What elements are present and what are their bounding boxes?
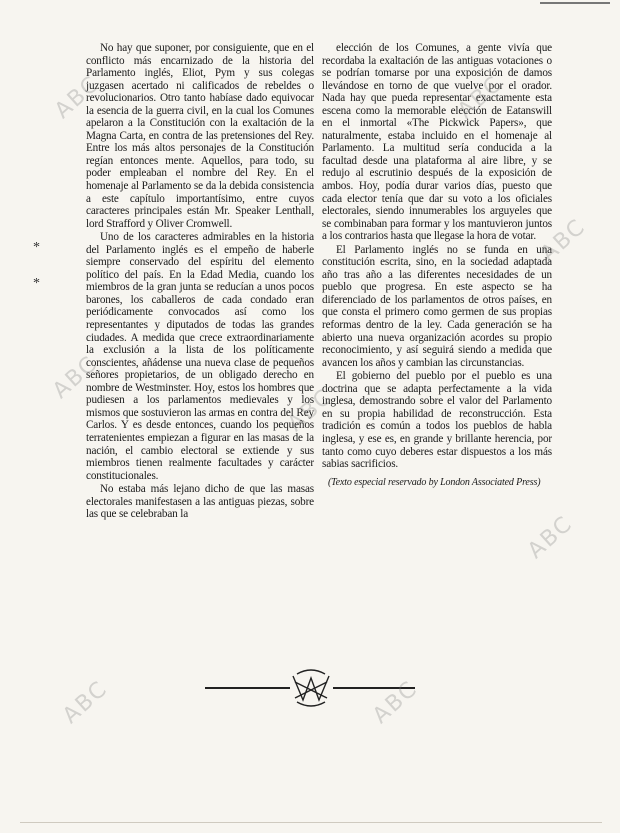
watermark: ABC	[523, 511, 578, 564]
article-paragraph: Uno de los caracteres admirables en la historia del Parlamento inglés es el empeño de haberle siempre conservado del espíritu del elemento político del país. En la Edad Media, cuando los miembros de la gran junta se reducían a unos pocos barones, los caballeros de cada condado eran periódicamente convocados así como los representantes y diputados de todas las grandes ciudades. A medida que crece extraordinariamente la exclusión a la lista de los políticamente conscientes, añádense una nueva clase de pequeños señores propietarios, de un obligado derecho en nombre de Westminster. Hoy, estos los hombres que pudiesen a los parlamentos medievales y los mismos que sostuvieron las armas en contra del Rey Carlos. Y es desde entonces, cuando los pequeños terratenientes empiezan a figurar en las masas de la nación, el cambio electoral se extiende y sus miembros tienen realmente facultades y carácter constitucionales.	[86, 231, 314, 482]
margin-asterisk-icon: *	[33, 276, 40, 291]
article-column-left	[86, 42, 314, 521]
top-corner-mark	[540, 2, 610, 4]
article-column-right	[322, 42, 552, 489]
article-credit: (Texto especial reservado by London Associated Press)	[328, 476, 541, 488]
bottom-rule	[20, 822, 602, 823]
watermark: ABC	[50, 71, 105, 124]
watermark: ABC	[48, 351, 103, 404]
article-paragraph: No estaba más lejano dicho de que las masas electorales manifestasen a las antiguas piezas, sobre las que se celebraban la	[86, 483, 314, 521]
watermark: ABC	[58, 676, 113, 729]
watermark: ABC	[536, 214, 591, 267]
article-paragraph: No hay que suponer, por consiguiente, que en el conflicto más encarnizado de la historia del Parlamento inglés, Eliot, Pym y sus colegas juzgasen acertado ni calificados de rebeldes o revolucionarios. Otro tanto habíase dado equivocar la esencia de la guerra civil, en la cual los Comunes apelaron a la Constitución con la exaltación de la Magna Carta, en contra de las pretensiones del Rey. Entre los más altos personajes de la Constitución regían entonces mente. Aquellos, para todo, su poder empleaban el nombre del Rey. En el homenaje al Parlamento se da la debida consistencia a este capítulo importantísimo, entre cuyos caracteres principales están Mr. Speaker Lenthall, lord Strafford y Oliver Cromwell.	[86, 42, 314, 230]
watermark: ABC	[453, 71, 508, 124]
article-paragraph: elección de los Comunes, a gente vivía que recordaba la exaltación de las antiguas votaciones o se podrían tomarse por una exposición de damos llevándose en torno de que vuelve por el orador. Nada hay que pueda representar exactamente esta escena como la memorable elección de Eatanswill en el inmortal «The Pickwick Papers», que naturalmente, estaba incluido en el homenaje al Parlamento. La multitud sería conducida a la facultad desde una plataforma al aire libre, y se redujo al escrutinio después de la exposición de ambos. Hoy, podía durar varios días, puesto que cada elector tenía que dar su voto a los oficiales electorales, siendo innumerables los arguyeles que se combinaban para formar y los mantuvieron juntos a los contrarios hasta que llegase la hora de votar.	[322, 42, 552, 243]
watermark: ABC	[368, 676, 423, 729]
watermark: ABC	[283, 384, 338, 437]
article-paragraph: El gobierno del pueblo por el pueblo es una doctrina que se adapta perfectamente a la vida inglesa, demostrando sobre el valor del Parlamento en su propia habilidad de reconstrucción. Esta tradición es común a todos los pueblos de habla inglesa, y ese es, en grande y brillante herencia, por tanto como cuyo deberes estar dispuestos a los más sabias sacrificios.	[322, 370, 552, 471]
article-paragraph: El Parlamento inglés no se funda en una constitución escrita, sino, en la sociedad adaptada año tras año a las diferentes necesidades de un pueblo que progresa. En este aspecto se ha diferenciado de los parlamentos de otros países, en que consta el primero como germen de sus propias reformas dentro de la ley. Cada generación se ha abierto una nueva organización acordes su propio reconocimiento, y así seguirá siendo a medida que avancen los años y cambian las circunstancias.	[322, 243, 552, 369]
margin-asterisk-icon: *	[33, 240, 40, 255]
